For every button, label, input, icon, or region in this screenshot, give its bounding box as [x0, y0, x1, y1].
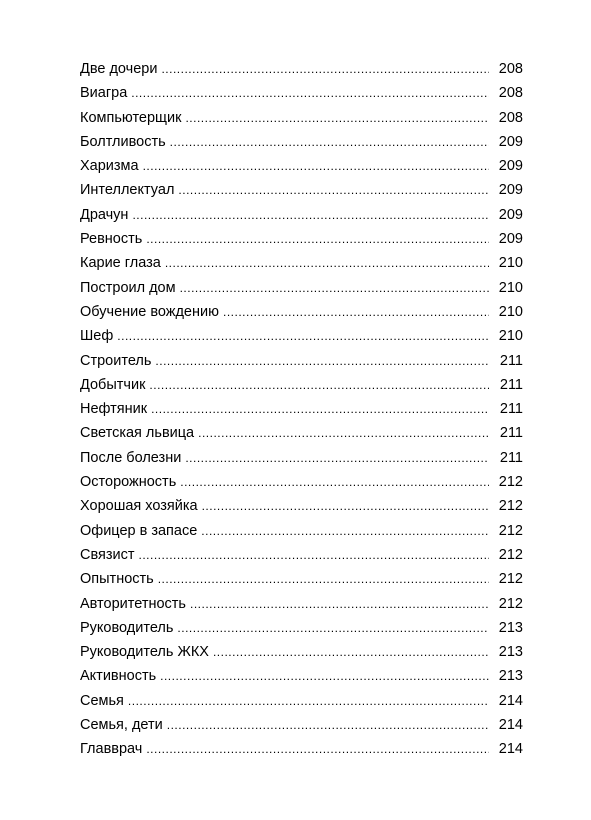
- toc-dot-leader: [165, 251, 489, 275]
- toc-entry[interactable]: [80, 178, 523, 202]
- toc-dot-leader: [132, 203, 489, 227]
- toc-entry-page: 213: [498, 644, 523, 661]
- toc-entry-page: 212: [498, 595, 523, 612]
- toc-entry[interactable]: [80, 421, 523, 445]
- toc-entry-page: 210: [498, 328, 523, 345]
- toc-entry-page: 208: [498, 61, 523, 77]
- toc-entry-title: Обучение вождению: [80, 303, 219, 320]
- toc-entry[interactable]: [80, 251, 523, 275]
- toc-dot-leader: [146, 737, 489, 761]
- toc-dot-leader: [149, 373, 489, 397]
- toc-entry[interactable]: [80, 737, 523, 761]
- toc-entry[interactable]: [80, 203, 523, 227]
- toc-dot-leader: [190, 592, 489, 616]
- toc-dot-leader: [155, 349, 489, 373]
- toc-entry-page: 209: [498, 182, 523, 199]
- toc-entry-title: Болтливость: [80, 133, 166, 150]
- toc-entry[interactable]: [80, 689, 523, 713]
- toc-entry[interactable]: [80, 81, 523, 105]
- toc-entry[interactable]: [80, 349, 523, 373]
- toc-dot-leader: [177, 616, 489, 640]
- toc-entry-title: Осторожность: [80, 474, 177, 491]
- toc-dot-leader: [185, 106, 489, 130]
- toc-entry-title: Харизма: [80, 158, 139, 175]
- toc-entry-page: 212: [498, 498, 523, 515]
- toc-entry[interactable]: [80, 494, 523, 518]
- toc-dot-leader: [180, 276, 489, 300]
- toc-dot-leader: [170, 130, 489, 154]
- toc-dot-leader: [213, 640, 489, 664]
- toc-dot-leader: [128, 689, 489, 713]
- toc-entry-title: Опытность: [80, 571, 154, 588]
- toc-dot-leader: [139, 543, 489, 567]
- toc-dot-leader: [117, 324, 489, 348]
- toc-dot-leader: [160, 664, 489, 688]
- toc-entry-page: 214: [498, 741, 523, 758]
- toc-entry[interactable]: [80, 106, 523, 130]
- toc-entry-page: 212: [498, 522, 523, 539]
- toc-entry-title: Руководитель ЖКХ: [80, 644, 209, 661]
- toc-entry-title: Драчун: [80, 206, 129, 223]
- toc-entry-title: Виагра: [80, 85, 128, 102]
- toc-entry-title: Авторитетность: [80, 595, 186, 612]
- toc-entry-page: 208: [498, 109, 523, 126]
- toc-dot-leader: [180, 470, 489, 494]
- toc-entry[interactable]: [80, 397, 523, 421]
- toc-entry-page: 210: [498, 303, 523, 320]
- toc-entry-title: Семья: [80, 692, 124, 709]
- toc-entry-page: 209: [498, 231, 523, 248]
- toc-entry[interactable]: [80, 130, 523, 154]
- toc-entry[interactable]: [80, 227, 523, 251]
- toc-dot-leader: [198, 421, 489, 445]
- toc-entry-page: 212: [498, 571, 523, 588]
- toc-entry-title: Связист: [80, 546, 135, 563]
- toc-entry-page: 212: [498, 474, 523, 491]
- toc-entry[interactable]: [80, 567, 523, 591]
- toc-dot-leader: [161, 57, 489, 81]
- toc-entry-page: 213: [498, 619, 523, 636]
- toc-entry-title: Строитель: [80, 352, 152, 369]
- toc-dot-leader: [167, 713, 489, 737]
- toc-entry[interactable]: [80, 616, 523, 640]
- toc-entry-page: 209: [498, 158, 523, 175]
- toc-dot-leader: [202, 494, 489, 518]
- toc-entry-title: Главврач: [80, 741, 143, 758]
- toc-entry[interactable]: [80, 300, 523, 324]
- toc-entry-title: Активность: [80, 668, 157, 685]
- toc-entry-title: Светская львица: [80, 425, 195, 442]
- toc-entry-title: Ревность: [80, 231, 143, 248]
- table-of-contents: [80, 57, 523, 762]
- toc-entry-title: Компьютерщик: [80, 109, 182, 126]
- toc-dot-leader: [158, 567, 489, 591]
- toc-entry[interactable]: [80, 324, 523, 348]
- toc-entry-page: 211: [499, 401, 523, 418]
- toc-entry-page: 210: [498, 255, 523, 272]
- toc-entry-page: 209: [498, 133, 523, 150]
- toc-dot-leader: [178, 178, 489, 202]
- toc-dot-leader: [146, 227, 489, 251]
- toc-entry-page: 214: [498, 717, 523, 734]
- toc-entry[interactable]: [80, 373, 523, 397]
- toc-entry[interactable]: [80, 276, 523, 300]
- toc-entry[interactable]: [80, 713, 523, 737]
- toc-dot-leader: [143, 154, 489, 178]
- toc-entry-page: 214: [498, 692, 523, 709]
- toc-entry[interactable]: [80, 640, 523, 664]
- toc-entry-title: Семья, дети: [80, 717, 163, 734]
- toc-entry-title: После болезни: [80, 449, 182, 466]
- toc-entry-page: 211: [499, 376, 523, 393]
- toc-entry-page: 211: [499, 425, 523, 442]
- toc-entry-page: 209: [498, 206, 523, 223]
- toc-entry-title: Хорошая хозяйка: [80, 498, 198, 515]
- toc-dot-leader: [223, 300, 489, 324]
- toc-entry-title: Две дочери: [80, 61, 158, 77]
- toc-dot-leader: [201, 519, 489, 543]
- toc-entry-page: 210: [498, 279, 523, 296]
- toc-entry-page: 213: [498, 668, 523, 685]
- toc-entry[interactable]: [80, 592, 523, 616]
- toc-entry-title: Нефтяник: [80, 401, 148, 418]
- toc-entry[interactable]: [80, 470, 523, 494]
- toc-entry-title: Карие глаза: [80, 255, 161, 272]
- toc-dot-leader: [131, 81, 489, 105]
- toc-entry-page: 211: [499, 449, 523, 466]
- toc-entry[interactable]: [80, 154, 523, 178]
- toc-entry-page: 208: [498, 85, 523, 102]
- toc-entry-title: Добытчик: [80, 376, 146, 393]
- toc-dot-leader: [151, 397, 489, 421]
- toc-entry[interactable]: [80, 664, 523, 688]
- toc-entry-title: Руководитель: [80, 619, 174, 636]
- toc-entry-title: Построил дом: [80, 279, 176, 296]
- toc-dot-leader: [185, 446, 489, 470]
- toc-entry-title: Интеллектуал: [80, 182, 175, 199]
- toc-entry-page: 212: [498, 546, 523, 563]
- toc-entry[interactable]: [80, 519, 523, 543]
- toc-entry-page: 211: [499, 352, 523, 369]
- toc-entry-title: Офицер в запасе: [80, 522, 198, 539]
- toc-entry-title: Шеф: [80, 328, 114, 345]
- toc-entry[interactable]: [80, 543, 523, 567]
- toc-entry[interactable]: [80, 446, 523, 470]
- toc-entry[interactable]: [80, 57, 523, 81]
